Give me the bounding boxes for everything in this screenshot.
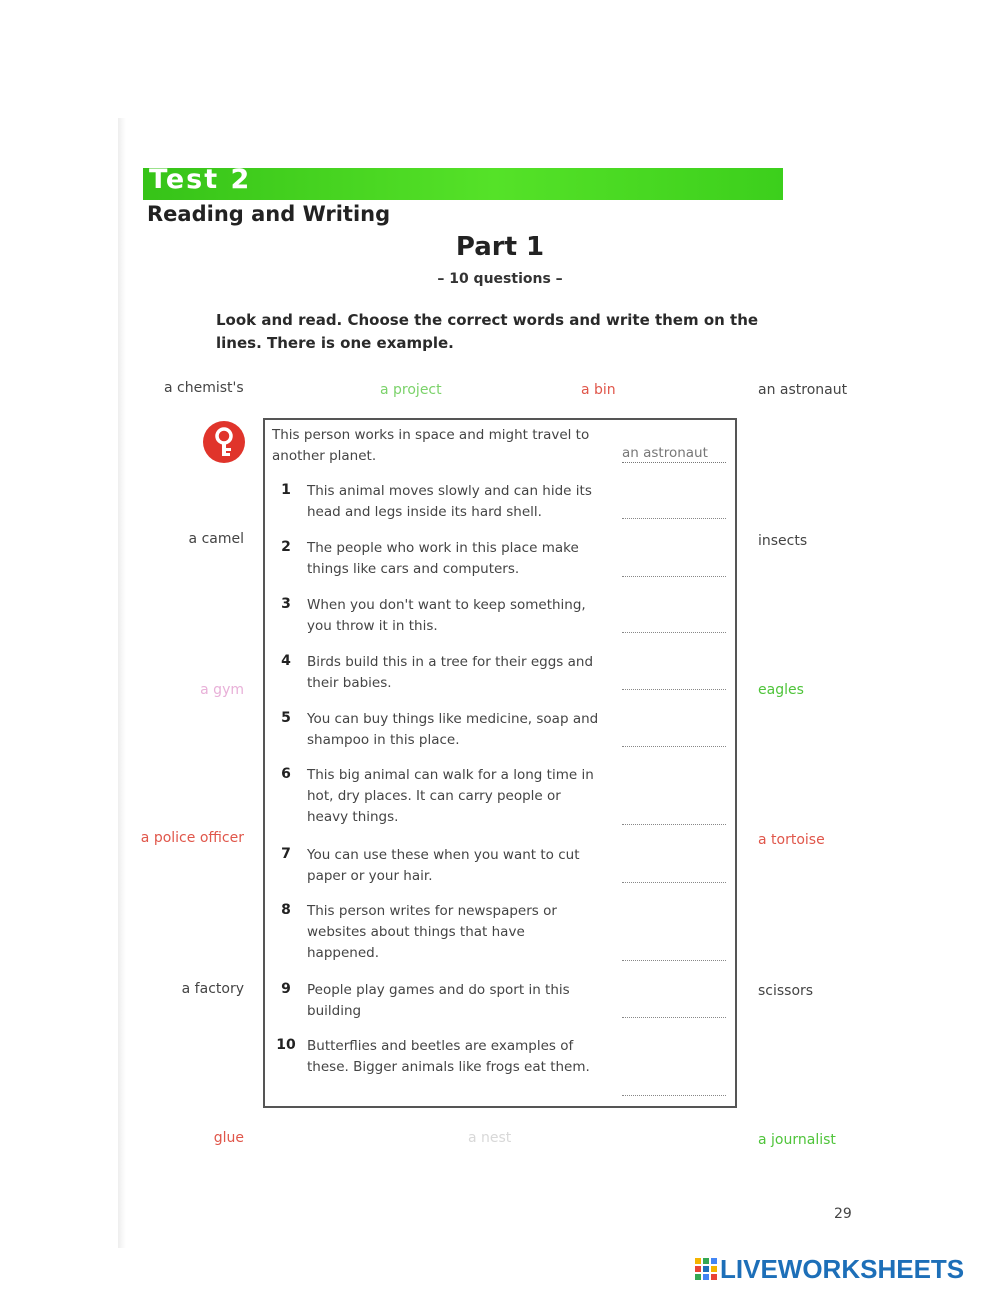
word-bank-item[interactable]: a police officer [140, 830, 244, 846]
word-bank-item[interactable]: eagles [758, 682, 804, 698]
answer-line-2[interactable] [622, 576, 726, 577]
key-icon [202, 420, 246, 464]
answer-line-4[interactable] [622, 689, 726, 690]
question-number: 3 [281, 596, 291, 612]
question-text: When you don't want to keep something, you throw it in this. [307, 597, 586, 634]
liveworksheets-brand [694, 1254, 964, 1284]
word-bank-item[interactable]: a chemist's [164, 380, 244, 396]
brand-name: LIVEWORKSHEETS [720, 1253, 965, 1284]
instructions: Look and read. Choose the correct words and write them on the lines. There is one example. [216, 311, 759, 352]
question-text: This person writes for newspapers or websites about things that have happened. [307, 903, 557, 961]
question-number: 9 [281, 981, 291, 997]
question-text: The people who work in this place make things like cars and computers. [307, 540, 579, 577]
answer-line-6[interactable] [622, 824, 726, 825]
word-bank-item[interactable]: an astronaut [758, 382, 848, 398]
question-text: This animal moves slowly and can hide its head and legs inside its hard shell. [307, 483, 592, 520]
answer-line-9[interactable] [622, 1017, 726, 1018]
word-bank-item[interactable]: scissors [758, 983, 814, 999]
answer-line-1[interactable] [622, 518, 726, 519]
page-edge-shadow [118, 118, 126, 1248]
answer-line-7[interactable] [622, 882, 726, 883]
answer-line-3[interactable] [622, 632, 726, 633]
word-bank-item[interactable]: a journalist [758, 1132, 836, 1148]
question-number: 6 [281, 766, 291, 782]
word-bank-item[interactable]: a nest [468, 1130, 512, 1146]
question-text: People play games and do sport in this building [307, 982, 570, 1019]
answer-line-10[interactable] [622, 1095, 726, 1096]
question-text: You can use these when you want to cut paper or your hair. [307, 847, 580, 884]
part-title: Part 1 [455, 232, 545, 262]
word-bank-item[interactable]: glue [213, 1130, 244, 1146]
word-bank-item[interactable]: a tortoise [758, 832, 825, 848]
word-bank-item[interactable]: a bin [581, 382, 616, 398]
example-answer: an astronaut [622, 444, 726, 463]
test-label: Test 2 [149, 164, 252, 195]
answer-line-8[interactable] [622, 960, 726, 961]
question-text: Birds build this in a tree for their eggs and their babies. [307, 654, 594, 691]
word-bank-item[interactable]: a project [380, 382, 442, 398]
part-subtitle: – 10 questions – [437, 271, 563, 287]
question-number: 1 [281, 482, 291, 498]
word-bank-item[interactable]: a camel [188, 531, 244, 547]
word-bank-item[interactable]: a factory [181, 981, 244, 997]
section-title: Reading and Writing [147, 202, 391, 226]
question-text: You can buy things like medicine, soap and shampoo in this place. [307, 711, 599, 748]
question-number: 10 [276, 1037, 296, 1053]
question-number: 8 [281, 902, 291, 918]
question-text: This big animal can walk for a long time in hot, dry places. It can carry people or heavy things. [307, 767, 594, 825]
page-number: 29 [834, 1206, 852, 1222]
question-text: Butterflies and beetles are examples of these. Bigger animals like frogs eat them. [307, 1038, 590, 1075]
question-number: 2 [281, 539, 291, 555]
word-bank-item[interactable]: insects [758, 533, 808, 549]
word-bank-item[interactable]: a gym [200, 682, 244, 698]
question-number: 7 [281, 846, 291, 862]
question-number: 5 [281, 710, 291, 726]
liveworksheets-logo-icon [694, 1257, 718, 1281]
answer-line-5[interactable] [622, 746, 726, 747]
question-number: 4 [281, 653, 291, 669]
example-question: This person works in space and might travel to another planet. [272, 427, 590, 464]
